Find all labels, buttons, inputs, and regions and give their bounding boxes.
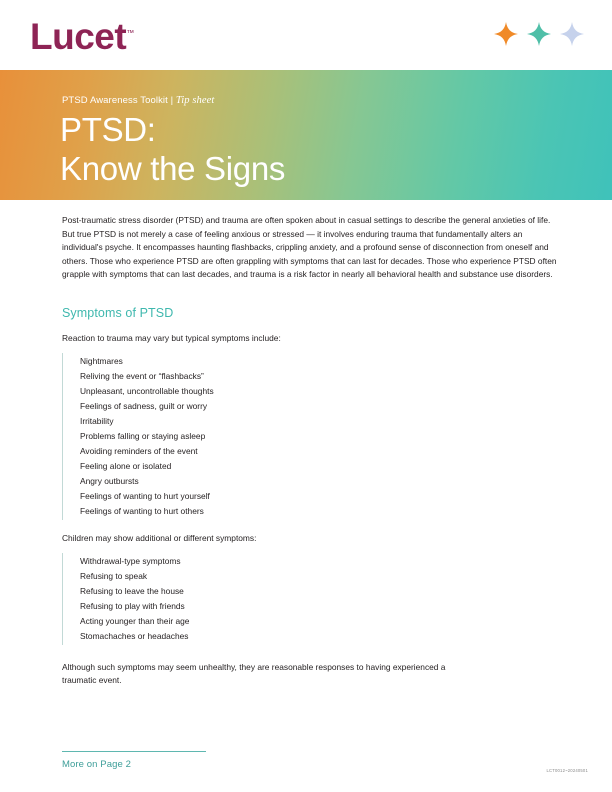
page-title — [60, 111, 285, 189]
sparkle-orange-icon — [494, 22, 518, 46]
document-code: LCT0012~20240501 — [546, 768, 588, 773]
page-title-line-1: PTSD: — [60, 111, 156, 148]
list-item: Reliving the event or “flashbacks” — [80, 371, 204, 382]
sparkle-blue-icon — [560, 22, 584, 46]
masthead — [0, 0, 612, 70]
list-item: Irritability — [80, 416, 114, 427]
adult-symptoms-list — [62, 353, 564, 520]
trademark-symbol: ™ — [126, 28, 135, 38]
footer — [62, 751, 212, 770]
brand-logo — [30, 18, 134, 55]
list-item: Refusing to leave the house — [80, 586, 184, 597]
list-item: Refusing to play with friends — [80, 601, 185, 612]
list-item: Feelings of wanting to hurt yourself — [80, 491, 210, 502]
sparkle-teal-icon — [527, 22, 551, 46]
list-item: Problems falling or staying asleep — [80, 431, 206, 442]
intro-paragraph: Post-traumatic stress disorder (PTSD) and trauma are often spoken about in casual settings to describe the general anxieties of life. But true PTSD is not merely a case of feeling anxious or stressed — it involves enduring trauma that fundamentally alters an individual's psyche. It encompasses haunting flashbacks, crippling anxiety, and a profound sense of disconnection from oneself and others. Those who experience PTSD are often grappling with symptoms that can last for decades. Those who experience PTSD often grapple with symptoms that can last decades, and trauma is a risk factor in nearly all behavioral health and substance use disorders. — [62, 215, 557, 280]
list-item: Nightmares — [80, 356, 123, 367]
brand-logo-text: Lucet — [30, 16, 127, 57]
hero-eyebrow-prefix: PTSD Awareness Toolkit | — [62, 95, 176, 106]
list-item: Avoiding reminders of the event — [80, 446, 198, 457]
hero-eyebrow-doctype: Tip sheet — [175, 95, 215, 106]
list-item: Feelings of sadness, guilt or worry — [80, 401, 208, 412]
more-on-page-2-link[interactable]: More on Page 2 — [62, 759, 131, 770]
hero-eyebrow — [62, 95, 214, 106]
closing-paragraph: Although such symptoms may seem unhealthy, they are reasonable responses to having experienced a traumatic event. — [62, 662, 446, 686]
footer-divider — [62, 751, 206, 752]
list-item: Feelings of wanting to hurt others — [80, 506, 204, 517]
page-title-line-2: Know the Signs — [60, 149, 286, 187]
hero-banner — [0, 70, 612, 200]
list-item: Unpleasant, uncontrollable thoughts — [80, 386, 214, 397]
main-content — [0, 214, 612, 688]
section-heading-symptoms: Symptoms of PTSD — [62, 306, 174, 321]
children-symptoms-list — [62, 553, 564, 645]
sparkle-decoration-group — [494, 22, 584, 46]
children-symptoms-lead-in: Children may show additional or different symptoms: — [62, 533, 257, 544]
list-item: Refusing to speak — [80, 571, 148, 582]
list-item: Feeling alone or isolated — [80, 461, 172, 472]
list-item: Angry outbursts — [80, 476, 139, 487]
adult-symptoms-lead-in: Reaction to trauma may vary but typical symptoms include: — [62, 333, 281, 344]
list-item: Withdrawal-type symptoms — [80, 556, 181, 567]
list-item: Acting younger than their age — [80, 616, 190, 627]
list-item: Stomachaches or headaches — [80, 631, 189, 642]
